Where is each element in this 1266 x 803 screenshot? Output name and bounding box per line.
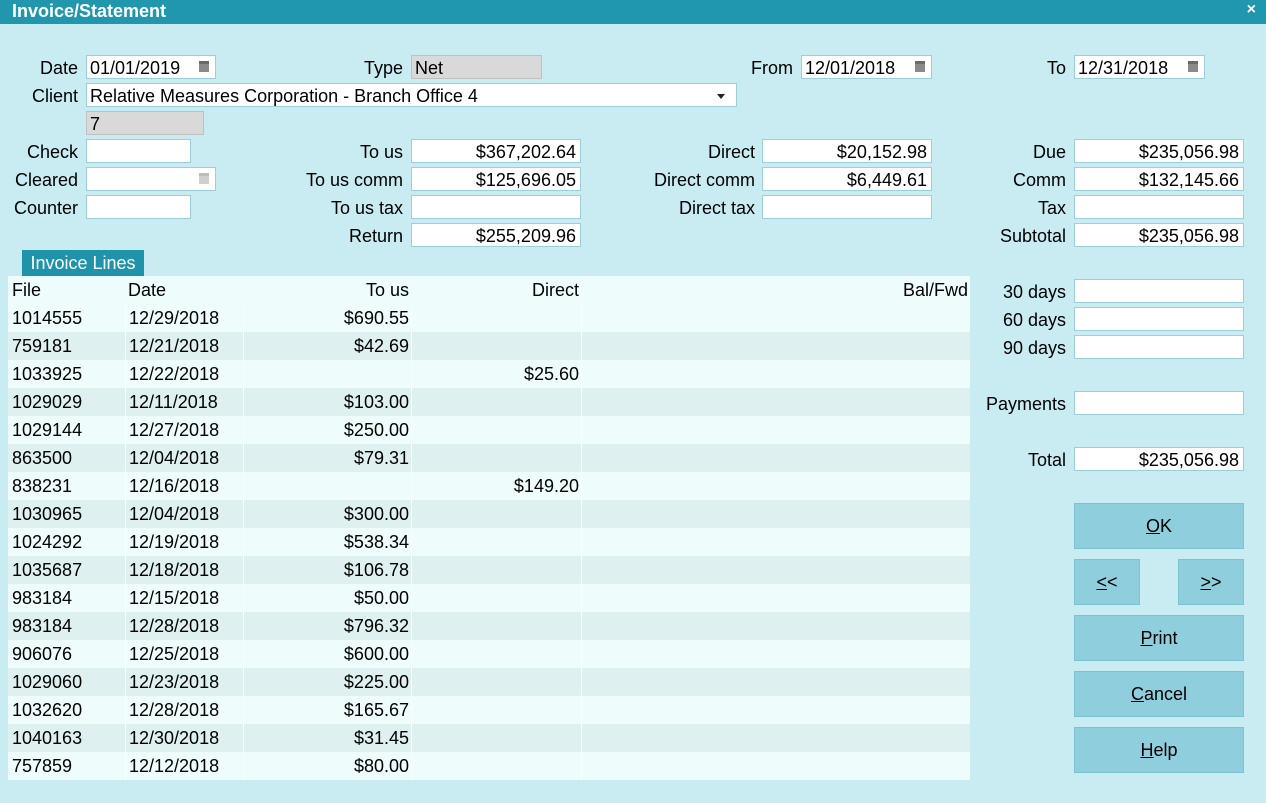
cell-file: 983184 <box>12 588 73 608</box>
table-row[interactable] <box>8 444 970 472</box>
30-days-label: 30 days <box>1002 282 1066 302</box>
table-header <box>8 276 970 304</box>
to-us-tax-label: To us tax <box>330 198 403 218</box>
payments-field[interactable] <box>1074 391 1244 415</box>
cell-date: 12/23/2018 <box>125 668 243 696</box>
cell-bal-fwd <box>581 556 970 584</box>
cell-direct <box>411 584 581 612</box>
tax-label: Tax <box>1037 198 1066 218</box>
cell-bal-fwd <box>581 304 970 332</box>
total-field[interactable]: $235,056.98 <box>1074 447 1244 471</box>
cell-bal-fwd <box>581 360 970 388</box>
cell-bal-fwd <box>581 528 970 556</box>
cell-date: 12/22/2018 <box>125 360 243 388</box>
ok-button[interactable] <box>1074 503 1244 549</box>
cell-file: 906076 <box>12 644 73 664</box>
client-dropdown[interactable] <box>86 83 737 107</box>
cell-to-us: $538.34 <box>243 528 411 556</box>
cell-to-us: $80.00 <box>243 752 411 780</box>
cell-to-us: $165.67 <box>243 696 411 724</box>
cell-file: 1024292 <box>12 532 83 552</box>
table-row[interactable] <box>8 500 970 528</box>
column-header-file[interactable]: File <box>12 280 42 300</box>
table-row[interactable] <box>8 388 970 416</box>
cell-date: 12/15/2018 <box>125 584 243 612</box>
cell-bal-fwd <box>581 500 970 528</box>
table-row[interactable] <box>8 584 970 612</box>
client-label: Client <box>31 86 78 106</box>
table-row[interactable] <box>8 416 970 444</box>
cell-date: 12/19/2018 <box>125 528 243 556</box>
cell-bal-fwd <box>581 332 970 360</box>
cell-date: 12/28/2018 <box>125 612 243 640</box>
return-field[interactable]: $255,209.96 <box>411 223 581 247</box>
cell-bal-fwd <box>581 640 970 668</box>
cleared-date-field[interactable] <box>86 167 216 191</box>
cancel-button[interactable] <box>1074 671 1244 717</box>
client-value: Relative Measures Corporation - Branch Office 4 <box>90 86 478 106</box>
cell-date: 12/28/2018 <box>125 696 243 724</box>
to-us-tax-field[interactable] <box>411 195 581 219</box>
table-row[interactable] <box>8 556 970 584</box>
cell-bal-fwd <box>581 472 970 500</box>
tax-field[interactable] <box>1074 195 1244 219</box>
table-row[interactable] <box>8 752 970 780</box>
cell-direct <box>411 332 581 360</box>
table-row[interactable] <box>8 360 970 388</box>
table-row[interactable] <box>8 696 970 724</box>
date-field[interactable] <box>86 55 216 79</box>
to-us-comm-label: To us comm <box>305 170 403 190</box>
cell-bal-fwd <box>581 724 970 752</box>
cell-direct <box>411 444 581 472</box>
cell-to-us <box>243 360 411 388</box>
cell-date: 12/11/2018 <box>125 388 243 416</box>
calendar-icon[interactable] <box>199 173 209 184</box>
table-row[interactable] <box>8 668 970 696</box>
check-label: Check <box>26 142 78 162</box>
direct-tax-field[interactable] <box>762 195 932 219</box>
cancel-label: ancel <box>1143 684 1188 704</box>
60-days-field[interactable] <box>1074 307 1244 331</box>
direct-field[interactable]: $20,152.98 <box>762 139 932 163</box>
cell-to-us: $796.32 <box>243 612 411 640</box>
return-label: Return <box>348 226 403 246</box>
close-icon[interactable]: × <box>1246 1 1256 18</box>
cell-file: 863500 <box>12 448 73 468</box>
cell-file: 983184 <box>12 616 73 636</box>
print-mnemonic: P <box>1140 628 1153 648</box>
column-header-date[interactable]: Date <box>128 280 167 300</box>
cell-to-us: $300.00 <box>243 500 411 528</box>
calendar-icon[interactable] <box>199 61 209 72</box>
cell-direct: $25.60 <box>411 360 581 388</box>
cell-direct <box>411 752 581 780</box>
previous-mnemonic: < <box>1096 572 1107 592</box>
type-field: Net <box>411 55 542 79</box>
cell-to-us: $690.55 <box>243 304 411 332</box>
counter-input[interactable] <box>86 195 191 219</box>
comm-field[interactable]: $132,145.66 <box>1074 167 1244 191</box>
cell-to-us: $42.69 <box>243 332 411 360</box>
cell-file: 1014555 <box>12 308 83 328</box>
calendar-icon[interactable] <box>1188 61 1198 72</box>
help-label: elp <box>1153 740 1178 760</box>
cell-file: 1029060 <box>12 672 83 692</box>
direct-comm-label: Direct comm <box>653 170 755 190</box>
to-us-comm-field[interactable]: $125,696.05 <box>411 167 581 191</box>
cell-file: 1030965 <box>12 504 83 524</box>
window-title: Invoice/Statement <box>12 1 167 21</box>
90-days-label: 90 days <box>1002 338 1066 358</box>
table-row[interactable] <box>8 332 970 360</box>
cell-direct <box>411 556 581 584</box>
help-mnemonic: H <box>1140 740 1154 760</box>
cell-direct <box>411 500 581 528</box>
cell-file: 838231 <box>12 476 73 496</box>
cell-to-us: $106.78 <box>243 556 411 584</box>
cell-to-us: $103.00 <box>243 388 411 416</box>
to-label: To <box>1046 58 1066 78</box>
table-row[interactable] <box>8 528 970 556</box>
due-label: Due <box>1032 142 1066 162</box>
cell-to-us: $31.45 <box>243 724 411 752</box>
to-us-field[interactable]: $367,202.64 <box>411 139 581 163</box>
subtotal-field[interactable]: $235,056.98 <box>1074 223 1244 247</box>
client-id-field: 7 <box>86 111 204 135</box>
cell-bal-fwd <box>581 612 970 640</box>
cell-to-us: $225.00 <box>243 668 411 696</box>
90-days-field[interactable] <box>1074 335 1244 359</box>
due-field[interactable]: $235,056.98 <box>1074 139 1244 163</box>
next-mnemonic: > <box>1200 572 1211 592</box>
to-date-value: 12/31/2018 <box>1078 58 1169 78</box>
cell-bal-fwd <box>581 416 970 444</box>
cleared-label: Cleared <box>14 170 78 190</box>
invoice-lines-table <box>8 276 970 780</box>
title-bar <box>0 0 1266 24</box>
payments-label: Payments <box>985 394 1066 414</box>
cell-bal-fwd <box>581 668 970 696</box>
help-button[interactable] <box>1074 727 1244 773</box>
from-label: From <box>751 58 793 78</box>
table-row[interactable] <box>8 472 970 500</box>
cell-direct <box>411 528 581 556</box>
cell-file: 1032620 <box>12 700 83 720</box>
cell-bal-fwd <box>581 752 970 780</box>
direct-tax-label: Direct tax <box>678 198 755 218</box>
cell-date: 12/29/2018 <box>125 304 243 332</box>
column-header-bal-fwd[interactable]: Bal/Fwd <box>902 280 968 300</box>
from-date-value: 12/01/2018 <box>805 58 896 78</box>
next-button[interactable] <box>1178 559 1244 605</box>
ok-label: K <box>1160 516 1173 536</box>
cell-file: 1029029 <box>12 392 83 412</box>
total-label: Total <box>1027 450 1066 470</box>
cell-date: 12/21/2018 <box>125 332 243 360</box>
to-date-field[interactable] <box>1074 55 1205 79</box>
subtotal-label: Subtotal <box>999 226 1066 246</box>
cell-date: 12/16/2018 <box>125 472 243 500</box>
cell-to-us: $79.31 <box>243 444 411 472</box>
print-button[interactable] <box>1074 615 1244 661</box>
calendar-icon[interactable] <box>915 61 925 72</box>
column-header-direct[interactable]: Direct <box>531 280 579 300</box>
cell-date: 12/12/2018 <box>125 752 243 780</box>
cell-date: 12/04/2018 <box>125 444 243 472</box>
cell-direct <box>411 304 581 332</box>
cell-direct <box>411 696 581 724</box>
previous-button[interactable] <box>1074 559 1140 605</box>
chevron-down-icon[interactable] <box>717 94 725 99</box>
cell-file: 1029144 <box>12 420 83 440</box>
table-row[interactable] <box>8 304 970 332</box>
tab-invoice-lines[interactable]: Invoice Lines <box>22 250 144 276</box>
print-label: rint <box>1152 628 1178 648</box>
table-row[interactable] <box>8 612 970 640</box>
cell-to-us: $600.00 <box>243 640 411 668</box>
cell-file: 1035687 <box>12 560 83 580</box>
cell-direct: $149.20 <box>411 472 581 500</box>
cell-direct <box>411 668 581 696</box>
cell-bal-fwd <box>581 388 970 416</box>
direct-comm-field[interactable]: $6,449.61 <box>762 167 932 191</box>
counter-label: Counter <box>13 198 78 218</box>
cell-file: 757859 <box>12 756 73 776</box>
cell-date: 12/30/2018 <box>125 724 243 752</box>
60-days-label: 60 days <box>1002 310 1066 330</box>
cell-file: 759181 <box>12 336 73 356</box>
cell-to-us: $250.00 <box>243 416 411 444</box>
cell-date: 12/04/2018 <box>125 500 243 528</box>
from-date-field[interactable] <box>801 55 932 79</box>
cell-date: 12/27/2018 <box>125 416 243 444</box>
to-us-label: To us <box>359 142 403 162</box>
ok-mnemonic: O <box>1145 516 1160 536</box>
cell-direct <box>411 640 581 668</box>
cell-bal-fwd <box>581 696 970 724</box>
cell-bal-fwd <box>581 444 970 472</box>
cell-file: 1040163 <box>12 728 83 748</box>
30-days-field[interactable] <box>1074 279 1244 303</box>
cell-to-us <box>243 472 411 500</box>
date-value: 01/01/2019 <box>90 58 181 78</box>
check-input[interactable] <box>86 139 191 163</box>
comm-label: Comm <box>1013 170 1066 190</box>
direct-label: Direct <box>707 142 755 162</box>
date-label: Date <box>39 58 78 78</box>
column-header-to-us[interactable]: To us <box>365 280 409 300</box>
cancel-mnemonic: C <box>1130 684 1144 704</box>
cell-direct <box>411 724 581 752</box>
cell-date: 12/18/2018 <box>125 556 243 584</box>
cell-date: 12/25/2018 <box>125 640 243 668</box>
type-label: Type <box>363 58 403 78</box>
cell-to-us: $50.00 <box>243 584 411 612</box>
previous-label: < <box>1107 572 1118 592</box>
next-label: > <box>1211 572 1222 592</box>
cell-direct <box>411 388 581 416</box>
cell-file: 1033925 <box>12 364 83 384</box>
cell-direct <box>411 612 581 640</box>
cell-bal-fwd <box>581 584 970 612</box>
cell-direct <box>411 416 581 444</box>
table-row[interactable] <box>8 640 970 668</box>
table-row[interactable] <box>8 724 970 752</box>
